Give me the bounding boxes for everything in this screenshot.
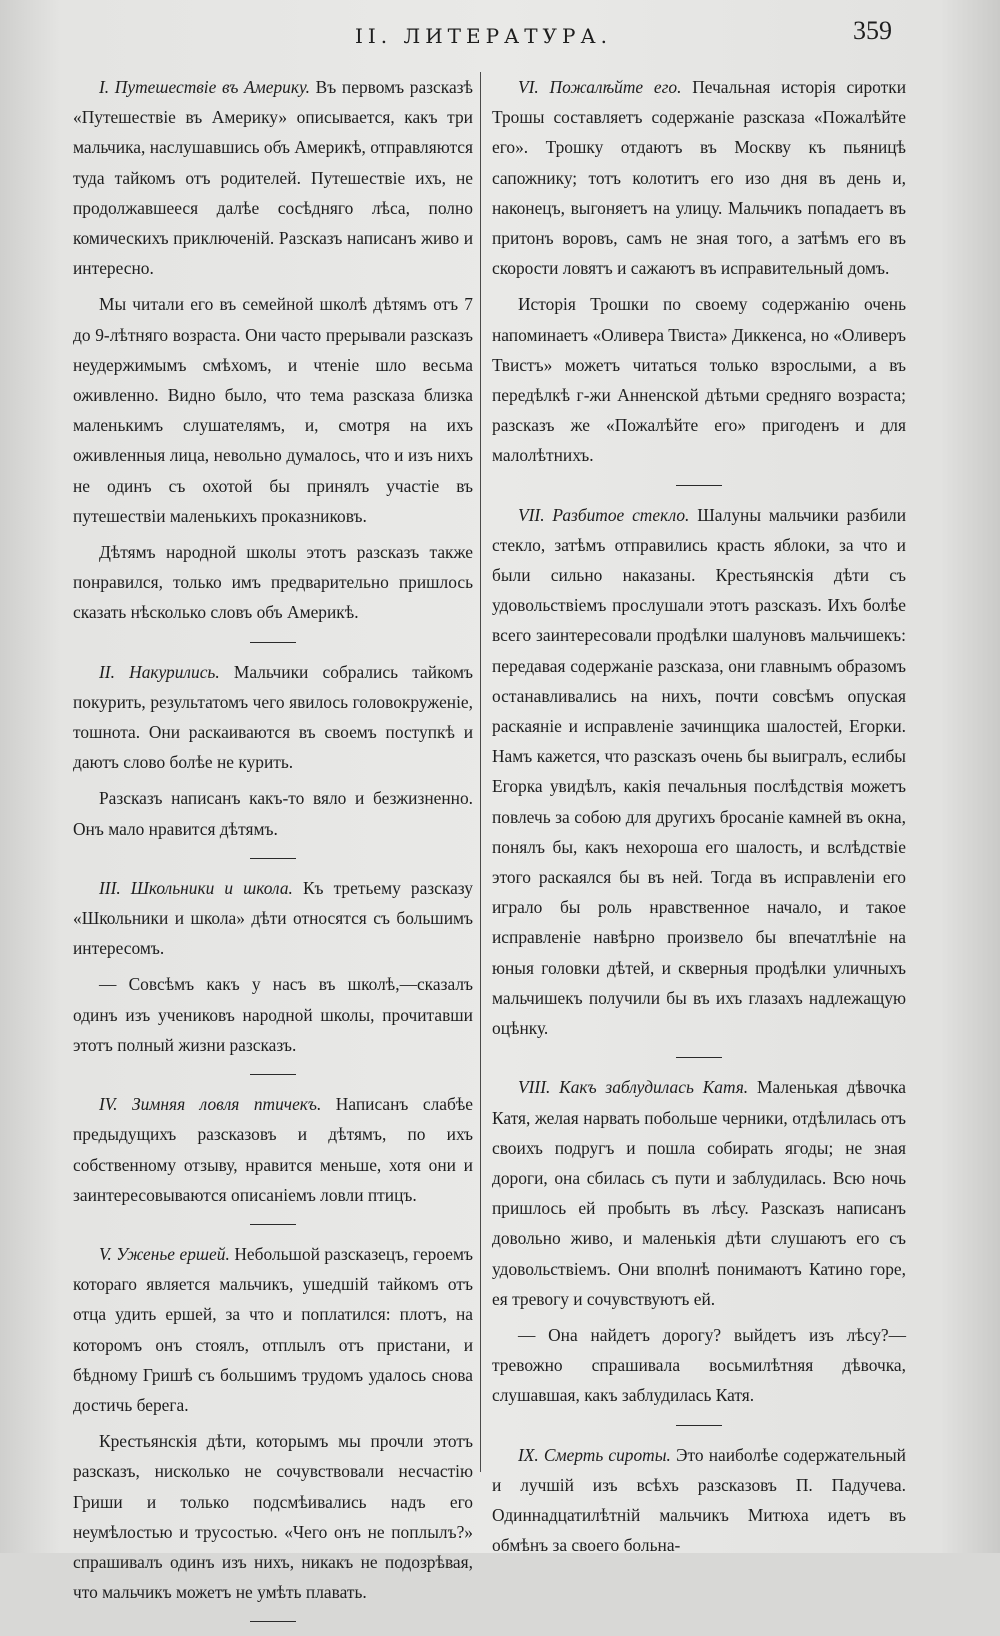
entry-title: II. Накурились. bbox=[99, 661, 220, 682]
entry-paragraph bbox=[73, 1239, 473, 1420]
entry-text: Въ первомъ разсказѣ «Путешествіе въ Америку» описывается, какъ три мальчика, наслушавшись объ Америкѣ, отправляются туда тайкомъ отъ родителей. Путешествіе ихъ, не продолжавшееся далѣе сосѣдняго лѣса, полно комическихъ приключеній. Разсказъ написанъ живо и интересно. bbox=[73, 77, 473, 279]
section-separator bbox=[250, 1224, 296, 1225]
entry-text: Написанъ слабѣе предыдущихъ разсказовъ и дѣтямъ, по ихъ собственному отзыву, нравится меньше, хотя они и заинтересовываются описаніемъ ловли птицъ. bbox=[73, 1094, 473, 1205]
entry-text: Къ третьему разсказу «Школьники и школа» дѣти относятся съ большимъ интересомъ. bbox=[73, 877, 473, 959]
section-separator bbox=[250, 1074, 296, 1075]
review-entry-3 bbox=[73, 873, 473, 1060]
entry-paragraph bbox=[73, 873, 473, 964]
review-entry-2 bbox=[73, 657, 473, 844]
entry-paragraph: Дѣтямъ народной школы этотъ разсказъ также понравился, только имъ предварительно пришлось сказать нѣсколько словъ объ Америкѣ. bbox=[73, 542, 473, 623]
section-separator bbox=[676, 1057, 722, 1058]
entry-paragraph: Исторія Трошки по своему содержанію очень напоминаетъ «Оливера Твиста» Диккенса, но «Оливеръ Твистъ» можетъ читаться только взрослыми, а въ передѣлкѣ г-жи Анненской дѣтьми средняго возраста; разсказъ же «Пожалѣйте его» пригоденъ и для малолѣтнихъ. bbox=[492, 294, 906, 466]
entry-paragraph: — Она найдетъ дорогу? выйдетъ изъ лѣсу?—тревожно спрашивала восьмилѣтняя дѣвочка, слушавшая, какъ заблудилась Катя. bbox=[492, 1324, 906, 1406]
entry-text: Небольшой разсказецъ, героемъ котораго является мальчикъ, ушедшій тайкомъ отъ отца удить ершей, за что и поплатился: плотъ, на которомъ онъ стоялъ, отплылъ отъ пристани, и бѣдному Гришѣ съ большимъ трудомъ удалось снова достичь берега. bbox=[73, 1243, 473, 1415]
review-entry-4 bbox=[73, 1089, 473, 1210]
entry-paragraph bbox=[73, 657, 473, 778]
entry-text: Маленькая дѣвочка Катя, желая нарвать побольше черники, отдѣлилась отъ своихъ подругъ и пошла собирать ягоды; не зная дороги, она сбилась съ пути и заблудилась. Всю ночь пришлось ей пробыть въ лѣсу. Разсказъ написанъ довольно живо, и маленькія дѣти слушаютъ его съ удовольствіемъ. Они вполнѣ понимаютъ Катино горе, ея тревогу и сочувствуютъ ей. bbox=[492, 1077, 906, 1309]
entry-title: IX. Смерть сироты. bbox=[518, 1444, 671, 1465]
entry-paragraph bbox=[492, 1440, 906, 1561]
entry-text: Это наиболѣе содержательный и лучшій изъ всѣхъ разсказовъ П. Падучева. Одиннадцатилѣтній мальчикъ Митюха идетъ въ обмѣнъ за своего больна- bbox=[492, 1444, 906, 1556]
review-entry-9 bbox=[492, 1440, 906, 1561]
review-entry-7 bbox=[492, 500, 906, 1044]
left-column bbox=[73, 72, 473, 1636]
review-entry-6 bbox=[492, 72, 906, 471]
entry-paragraph: Крестьянскія дѣти, которымъ мы прочли этотъ разсказъ, нисколько не сочувствовали несчастію Гриши и только подсмѣивались надъ его неумѣлостью и трусостью. «Чего онъ не поплылъ?» спрашивалъ одинъ изъ нихъ, никакъ не подозрѣвая, что мальчикъ можетъ не умѣть плавать. bbox=[73, 1431, 473, 1603]
entry-paragraph: — Совсѣмъ какъ у насъ въ школѣ,—сказалъ одинъ изъ учениковъ народной школы, прочитавши этотъ полный жизни разсказъ. bbox=[73, 974, 473, 1055]
page-number: 359 bbox=[853, 16, 892, 45]
entry-paragraph: Разсказъ написанъ какъ-то вяло и безжизненно. Онъ мало нравится дѣтямъ. bbox=[73, 788, 473, 839]
entry-paragraph bbox=[73, 72, 473, 283]
section-separator bbox=[250, 858, 296, 859]
review-entry-8 bbox=[492, 1072, 906, 1410]
review-entry-1 bbox=[73, 72, 473, 628]
entry-title: V. Уженье ершей. bbox=[99, 1243, 230, 1264]
running-head bbox=[0, 16, 1000, 52]
right-column bbox=[492, 72, 906, 1564]
section-separator bbox=[676, 485, 722, 486]
entry-title: VI. Пожалѣйте его. bbox=[518, 77, 682, 97]
entry-text: Мальчики собрались тайкомъ покурить, результатомъ чего явилось головокруженіе, тошнота. Они раскаиваются въ своемъ поступкѣ и даютъ слово болѣе не курить. bbox=[73, 661, 473, 773]
entry-paragraph bbox=[73, 1089, 473, 1210]
review-entry-5 bbox=[73, 1239, 473, 1607]
entry-text: Печальная исторія сиротки Трошы составляетъ содержаніе разсказа «Пожалѣйте его». Трошку отдаютъ въ Москву къ пьяницѣ сапожнику; тотъ колотитъ его изо дня въ день и, наконецъ, выгоняетъ на улицу. Мальчикъ попадаетъ въ притонъ воровъ, самъ не зная того, а затѣмъ его въ скорости ловятъ и сажаютъ въ исправительный домъ. bbox=[492, 77, 906, 279]
entry-title: III. Школьники и школа. bbox=[99, 877, 293, 898]
entry-paragraph bbox=[492, 1072, 906, 1314]
entry-title: IV. Зимняя ловля птичекъ. bbox=[99, 1094, 322, 1115]
entry-text: Шалуны мальчики разбили стекло, затѣмъ отправились красть яблоки, за что и были сильно наказаны. Крестьянскія дѣти съ удовольствіемъ прослушали этотъ разсказъ. Ихъ болѣе всего заинтересовали продѣлки шалуновъ мальчишекъ: передавая содержаніе разсказа, они главнымъ образомъ останавливались на нихъ, почти совсѣмъ опуская раскаяніе и исправленіе зачинщика шалостей, Егорки. Намъ кажется, что разсказъ очень бы выигралъ, еслибы Егорка увидѣлъ, какія печальныя послѣдствія можетъ повлечь за собою для другихъ бросаніе камней въ окна, понялъ бы, какъ нехороша его шалость, и вслѣдствіе этого раскаялся бы въ ней. Тогда въ исправленіи его играло бы роль нравственное начало, и такое исправленіе навѣрно произвело бы впечатлѣніе на юныя головки дѣтей, и скверныя продѣлки уличныхъ мальчишекъ получили бы въ ихъ глазахъ надлежащую оцѣнку. bbox=[492, 504, 907, 1039]
section-title: II. ЛИТЕРАТУРА. bbox=[355, 24, 612, 48]
entry-title: VIII. Какъ заблудилась Катя. bbox=[518, 1077, 749, 1098]
entry-paragraph: Мы читали его въ семейной школѣ дѣтямъ отъ 7 до 9-лѣтняго возраста. Они часто прерывали разсказъ неудержимымъ смѣхомъ, и чтеніе шло весьма оживленно. Видно было, что тема разсказа близка маленькимъ слушателямъ, и, смотря на ихъ оживленныя лица, невольно думалось, что и изъ нихъ не одинъ съ охотой бы принялъ участіе въ путешествіи маленькихъ проказниковъ. bbox=[73, 294, 473, 526]
entry-title: I. Путешествіе въ Америку. bbox=[99, 77, 310, 97]
entry-paragraph bbox=[492, 72, 906, 283]
entry-paragraph bbox=[492, 500, 906, 1044]
entry-title: VII. Разбитое стекло. bbox=[518, 504, 690, 525]
section-separator bbox=[250, 1621, 296, 1622]
section-separator bbox=[250, 642, 296, 643]
column-divider bbox=[480, 72, 481, 1472]
section-separator bbox=[676, 1425, 722, 1426]
